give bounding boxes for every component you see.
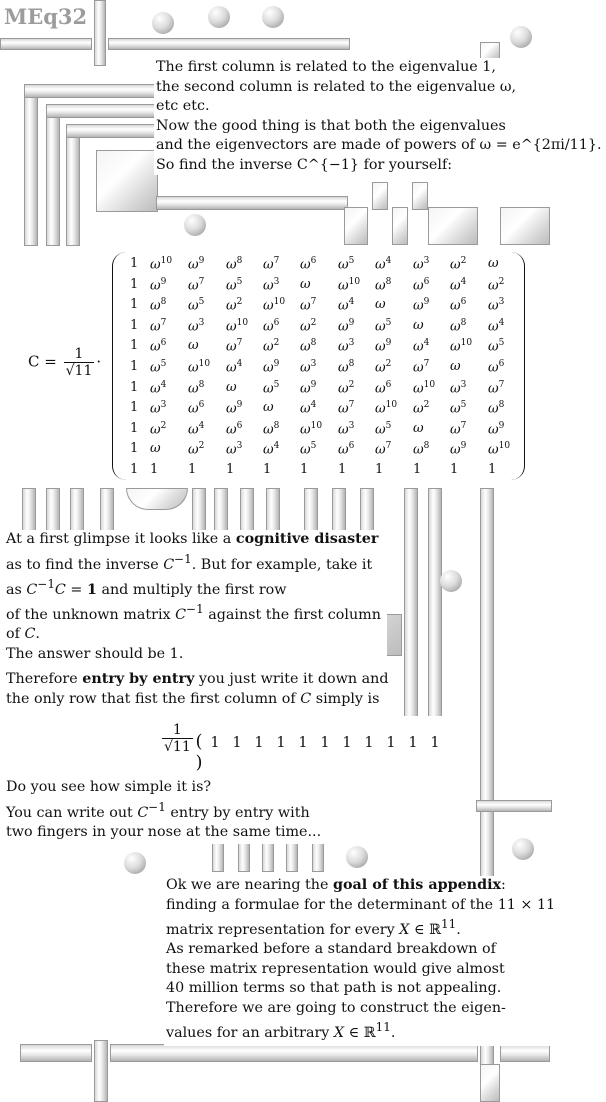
row-open-paren: ( bbox=[195, 731, 203, 752]
matrix-cell: $\omega^9$ bbox=[488, 420, 505, 438]
matrix-cell: $\omega^2$ bbox=[375, 359, 392, 376]
matrix-cell: $\omega^2$ bbox=[150, 420, 167, 438]
matrix-cell: $\omega^2$ bbox=[450, 256, 467, 273]
row-entry: 1 bbox=[210, 735, 220, 751]
matrix-cell: $\omega^3$ bbox=[413, 256, 430, 273]
matrix-cell: $\omega^8$ bbox=[226, 256, 243, 273]
prefactor-dot: · bbox=[96, 352, 102, 371]
matrix-cell: 1 bbox=[226, 462, 235, 477]
explanation-line-2: as to find the inverse $C^{-1}$. But for example, take it bbox=[6, 551, 373, 573]
matrix-cell: $\omega^2$ bbox=[413, 400, 430, 417]
matrix-cell: $\omega^3$ bbox=[150, 400, 167, 417]
matrix-cell: $\omega^9$ bbox=[375, 338, 392, 355]
matrix-cell: $\omega^7$ bbox=[226, 338, 243, 355]
matrix-cell: $\omega^2$ bbox=[338, 379, 355, 396]
matrix-cell: $\omega^6$ bbox=[488, 359, 505, 376]
matrix-cell: 1 bbox=[130, 379, 139, 395]
matrix-cell: 1 bbox=[338, 462, 347, 477]
simplicity-paragraph bbox=[4, 778, 327, 844]
row-entry: 1 bbox=[232, 735, 242, 751]
matrix-cell: 1 bbox=[130, 317, 139, 333]
matrix-cell: $\omega^4$ bbox=[413, 338, 430, 355]
goal-line-4: As remarked before a standard breakdown of bbox=[166, 941, 496, 958]
matrix-cell: $\omega^4$ bbox=[300, 400, 317, 417]
row-entry: 1 bbox=[386, 735, 396, 751]
intro-line-2: the second column is related to the eigenvalue ω, bbox=[156, 78, 517, 95]
matrix-cell: $\omega^6$ bbox=[263, 317, 280, 335]
row-entry: 1 bbox=[298, 735, 308, 751]
matrix-cell: $\omega^3$ bbox=[188, 317, 205, 335]
matrix-equation bbox=[0, 248, 550, 486]
matrix-cell: $\omega^7$ bbox=[375, 441, 392, 458]
matrix-cell: $\omega^7$ bbox=[413, 359, 430, 376]
matrix-cell: 1 bbox=[130, 276, 139, 292]
matrix-cell: 1 bbox=[130, 420, 139, 436]
matrix-cell: $\omega^4$ bbox=[338, 297, 355, 314]
matrix-cell: ω bbox=[263, 400, 274, 416]
matrix-cell: $\omega^6$ bbox=[226, 420, 243, 438]
matrix-cell: $\omega^8$ bbox=[375, 276, 392, 293]
goal-line-8: values for an arbitrary X ∈ ℝ$^{11}$. bbox=[166, 1020, 396, 1042]
matrix-cell: 1 bbox=[130, 256, 139, 271]
intro-line-5: and the eigenvectors are made of powers of ω = e^{2πi/11}. bbox=[156, 137, 602, 153]
matrix-cell: 1 bbox=[130, 297, 139, 313]
matrix-cell: $\omega^4$ bbox=[450, 276, 467, 293]
appendix-goal-paragraph bbox=[164, 876, 559, 1046]
matrix-cell: $\omega^8$ bbox=[413, 441, 430, 458]
matrix-cell: $\omega^8$ bbox=[150, 297, 167, 314]
matrix-cell: 1 bbox=[130, 359, 139, 374]
matrix-cell: $\omega^2$ bbox=[263, 338, 280, 355]
matrix-cell: $\omega^4$ bbox=[263, 441, 280, 458]
intro-line-4: Now the good thing is that both the eigenvalues bbox=[156, 117, 506, 134]
matrix-cell: $\omega^3$ bbox=[263, 276, 280, 293]
matrix-cell: $\omega^8$ bbox=[338, 359, 355, 376]
matrix-cell: $\omega^5$ bbox=[263, 379, 280, 396]
matrix-cell: $\omega^{10}$ bbox=[300, 420, 323, 438]
goal-line-1: Ok we are nearing the goal of this appendix: bbox=[166, 877, 506, 893]
matrix-cell: $\omega^6$ bbox=[338, 441, 355, 458]
matrix-cell: ω bbox=[413, 317, 424, 333]
goal-line-7: Therefore we are going to construct the eigen- bbox=[166, 999, 506, 1016]
row-entries bbox=[194, 731, 450, 773]
matrix-cell: $\omega^2$ bbox=[188, 441, 205, 458]
explanation-line-3: as $C^{-1}C = 1$ and multiply the first row bbox=[6, 576, 287, 598]
matrix-cell: $\omega^3$ bbox=[338, 420, 355, 438]
inverse-row-vector bbox=[150, 716, 450, 773]
matrix-cell: $\omega^9$ bbox=[188, 256, 205, 273]
intro-line-6: So find the inverse C^{−1} for yourself: bbox=[156, 156, 453, 173]
matrix-cell: $\omega^7$ bbox=[450, 420, 467, 438]
matrix-cell: $\omega^3$ bbox=[226, 441, 243, 458]
right-parenthesis bbox=[510, 252, 525, 480]
row-entry: 1 bbox=[276, 735, 286, 751]
matrix-cell: 1 bbox=[130, 338, 139, 354]
matrix-cell: $\omega^7$ bbox=[188, 276, 205, 293]
matrix-cell: $\omega^{10}$ bbox=[450, 338, 473, 355]
matrix-cell: 1 bbox=[130, 441, 139, 457]
matrix-cell: $\omega^7$ bbox=[300, 297, 317, 314]
matrix-cell: $\omega^6$ bbox=[375, 379, 392, 396]
goal-line-2: finding a formulae for the determinant of the 11 × 11 bbox=[166, 896, 556, 913]
matrix-cell: $\omega^{10}$ bbox=[263, 297, 286, 314]
matrix-cell: $\omega^5$ bbox=[375, 317, 392, 335]
matrix-cell: $\omega^8$ bbox=[188, 379, 205, 396]
matrix-cell: $\omega^2$ bbox=[300, 317, 317, 335]
matrix-cell: $\omega^7$ bbox=[150, 317, 167, 335]
matrix-cell: $\omega^7$ bbox=[338, 400, 355, 417]
matrix-cell: $\omega^5$ bbox=[488, 338, 505, 355]
matrix-cell: 1 bbox=[488, 462, 497, 477]
explanation-paragraph bbox=[4, 530, 387, 666]
matrix-cell: ω bbox=[150, 441, 161, 457]
matrix-cell: 1 bbox=[450, 462, 459, 477]
matrix-cell: $\omega^8$ bbox=[488, 400, 505, 417]
matrix-cell: $\omega^{10}$ bbox=[150, 256, 173, 273]
row-entry: 1 bbox=[430, 735, 440, 751]
matrix-cell: ω bbox=[450, 359, 461, 374]
matrix-cell: $\omega^8$ bbox=[300, 338, 317, 355]
intro-paragraph bbox=[154, 58, 606, 175]
row-entry: 1 bbox=[254, 735, 264, 751]
matrix-cell: $\omega^5$ bbox=[150, 359, 167, 376]
intro-line-3: etc etc. bbox=[156, 98, 210, 114]
explanation-line-1: At a first glimpse it looks like a cognitive disaster bbox=[6, 531, 379, 547]
explanation-line-4: of the unknown matrix $C^{-1}$ against the first column bbox=[6, 602, 381, 623]
matrix-cell: $\omega^6$ bbox=[413, 276, 430, 293]
row-fraction-numerator: 1 bbox=[162, 722, 193, 739]
matrix-cell: $\omega^4$ bbox=[188, 420, 205, 438]
matrix-cell: 1 bbox=[150, 462, 159, 477]
left-parenthesis bbox=[112, 252, 127, 480]
matrix-cell: $\omega^{10}$ bbox=[188, 359, 211, 376]
row-fraction bbox=[162, 722, 193, 755]
matrix-cell: $\omega^{10}$ bbox=[226, 317, 249, 335]
entry-by-entry-paragraph bbox=[4, 670, 395, 711]
matrix-cell: $\omega^7$ bbox=[263, 256, 280, 273]
intro-line-1: The first column is related to the eigenvalue 1, bbox=[156, 59, 496, 75]
matrix-cell: ω bbox=[226, 379, 237, 395]
matrix-cell: $\omega^2$ bbox=[488, 276, 505, 293]
matrix-cell: $\omega^7$ bbox=[488, 379, 505, 396]
matrix-cell: $\omega^9$ bbox=[150, 276, 167, 293]
matrix-cell: $\omega^3$ bbox=[450, 379, 467, 396]
entry-line-2: the only row that fist the first column of C simply is bbox=[6, 690, 380, 707]
matrix-cell: $\omega^8$ bbox=[263, 420, 280, 438]
matrix-label bbox=[28, 346, 101, 379]
matrix-cell: $\omega^{10}$ bbox=[338, 276, 361, 293]
goal-line-5: these matrix representation would give almost bbox=[166, 960, 505, 977]
matrix-cell: $\omega^5$ bbox=[188, 297, 205, 314]
matrix-cell: 1 bbox=[130, 462, 139, 477]
matrix-cell: $\omega^5$ bbox=[338, 256, 355, 273]
matrix-cell: $\omega^9$ bbox=[450, 441, 467, 458]
prefactor-numerator: 1 bbox=[64, 346, 95, 363]
matrix-cell: $\omega^{10}$ bbox=[413, 379, 436, 396]
matrix-cell: $\omega^4$ bbox=[375, 256, 392, 273]
matrix-cell: 1 bbox=[413, 462, 422, 477]
matrix-cell: ω bbox=[413, 420, 424, 436]
explanation-line-6: The answer should be 1. bbox=[6, 645, 184, 662]
matrix-cell: ω bbox=[375, 297, 386, 313]
row-entry: 1 bbox=[342, 735, 352, 751]
entry-line-1: Therefore entry by entry you just write it down and bbox=[6, 671, 389, 687]
matrix-cell: $\omega^5$ bbox=[450, 400, 467, 417]
prefactor-denominator: √11 bbox=[65, 363, 93, 379]
matrix-cell: $\omega^9$ bbox=[338, 317, 355, 335]
matrix-cell: $\omega^{10}$ bbox=[375, 400, 398, 417]
matrix-cell: $\omega^9$ bbox=[226, 400, 243, 417]
row-entry: 1 bbox=[320, 735, 330, 751]
matrix-cell: $\omega^6$ bbox=[188, 400, 205, 417]
matrix-cell: $\omega^5$ bbox=[300, 441, 317, 458]
matrix-cell: $\omega^6$ bbox=[150, 338, 167, 355]
matrix-cell: $\omega^6$ bbox=[300, 256, 317, 273]
matrix-cell: ω bbox=[300, 276, 311, 292]
matrix-cell: 1 bbox=[263, 462, 272, 477]
matrix-cell: $\omega^5$ bbox=[375, 420, 392, 438]
matrix-cell: $\omega^5$ bbox=[226, 276, 243, 293]
matrix-cell: $\omega^9$ bbox=[413, 297, 430, 314]
matrix-cell: $\omega^6$ bbox=[450, 297, 467, 314]
matrix-cell: ω bbox=[488, 256, 499, 271]
matrix-cell: $\omega^4$ bbox=[226, 359, 243, 376]
matrix-cell: $\omega^4$ bbox=[488, 317, 505, 335]
matrix-cell: $\omega^9$ bbox=[300, 379, 317, 396]
matrix-cell: $\omega^3$ bbox=[338, 338, 355, 355]
matrix-cell: 1 bbox=[300, 462, 309, 477]
matrix-cell: $\omega^4$ bbox=[150, 379, 167, 396]
matrix-cell: $\omega^8$ bbox=[450, 317, 467, 335]
simplicity-line-3: two fingers in your nose at the same time... bbox=[6, 823, 322, 840]
matrix-cell: 1 bbox=[130, 400, 139, 416]
row-fraction-denominator: √11 bbox=[164, 739, 191, 755]
row-close-paren: ) bbox=[195, 752, 203, 773]
matrix-cell: 1 bbox=[375, 462, 384, 477]
matrix-cell: 1 bbox=[188, 462, 197, 477]
prefactor-fraction bbox=[64, 346, 95, 379]
matrix-label-text: C = bbox=[28, 352, 57, 371]
matrix-cell: ω bbox=[188, 338, 199, 354]
row-entry: 1 bbox=[408, 735, 418, 751]
matrix-cell: $\omega^3$ bbox=[488, 297, 505, 314]
goal-line-6: 40 million terms so that path is not appealing. bbox=[166, 980, 502, 997]
matrix-cell: $\omega^9$ bbox=[263, 359, 280, 376]
matrix-cell: $\omega^{10}$ bbox=[488, 441, 511, 458]
matrix-cell: $\omega^2$ bbox=[226, 297, 243, 314]
page-title: MEq32 bbox=[4, 4, 88, 29]
explanation-line-5: of C. bbox=[6, 626, 40, 643]
row-entry: 1 bbox=[364, 735, 374, 751]
simplicity-line-2: You can write out $C^{-1}$ entry by entry with bbox=[6, 799, 310, 821]
matrix-cell: $\omega^3$ bbox=[300, 359, 317, 376]
simplicity-line-1: Do you see how simple it is? bbox=[6, 779, 212, 795]
goal-line-3: matrix representation for every X ∈ ℝ$^{11}$. bbox=[166, 917, 461, 938]
